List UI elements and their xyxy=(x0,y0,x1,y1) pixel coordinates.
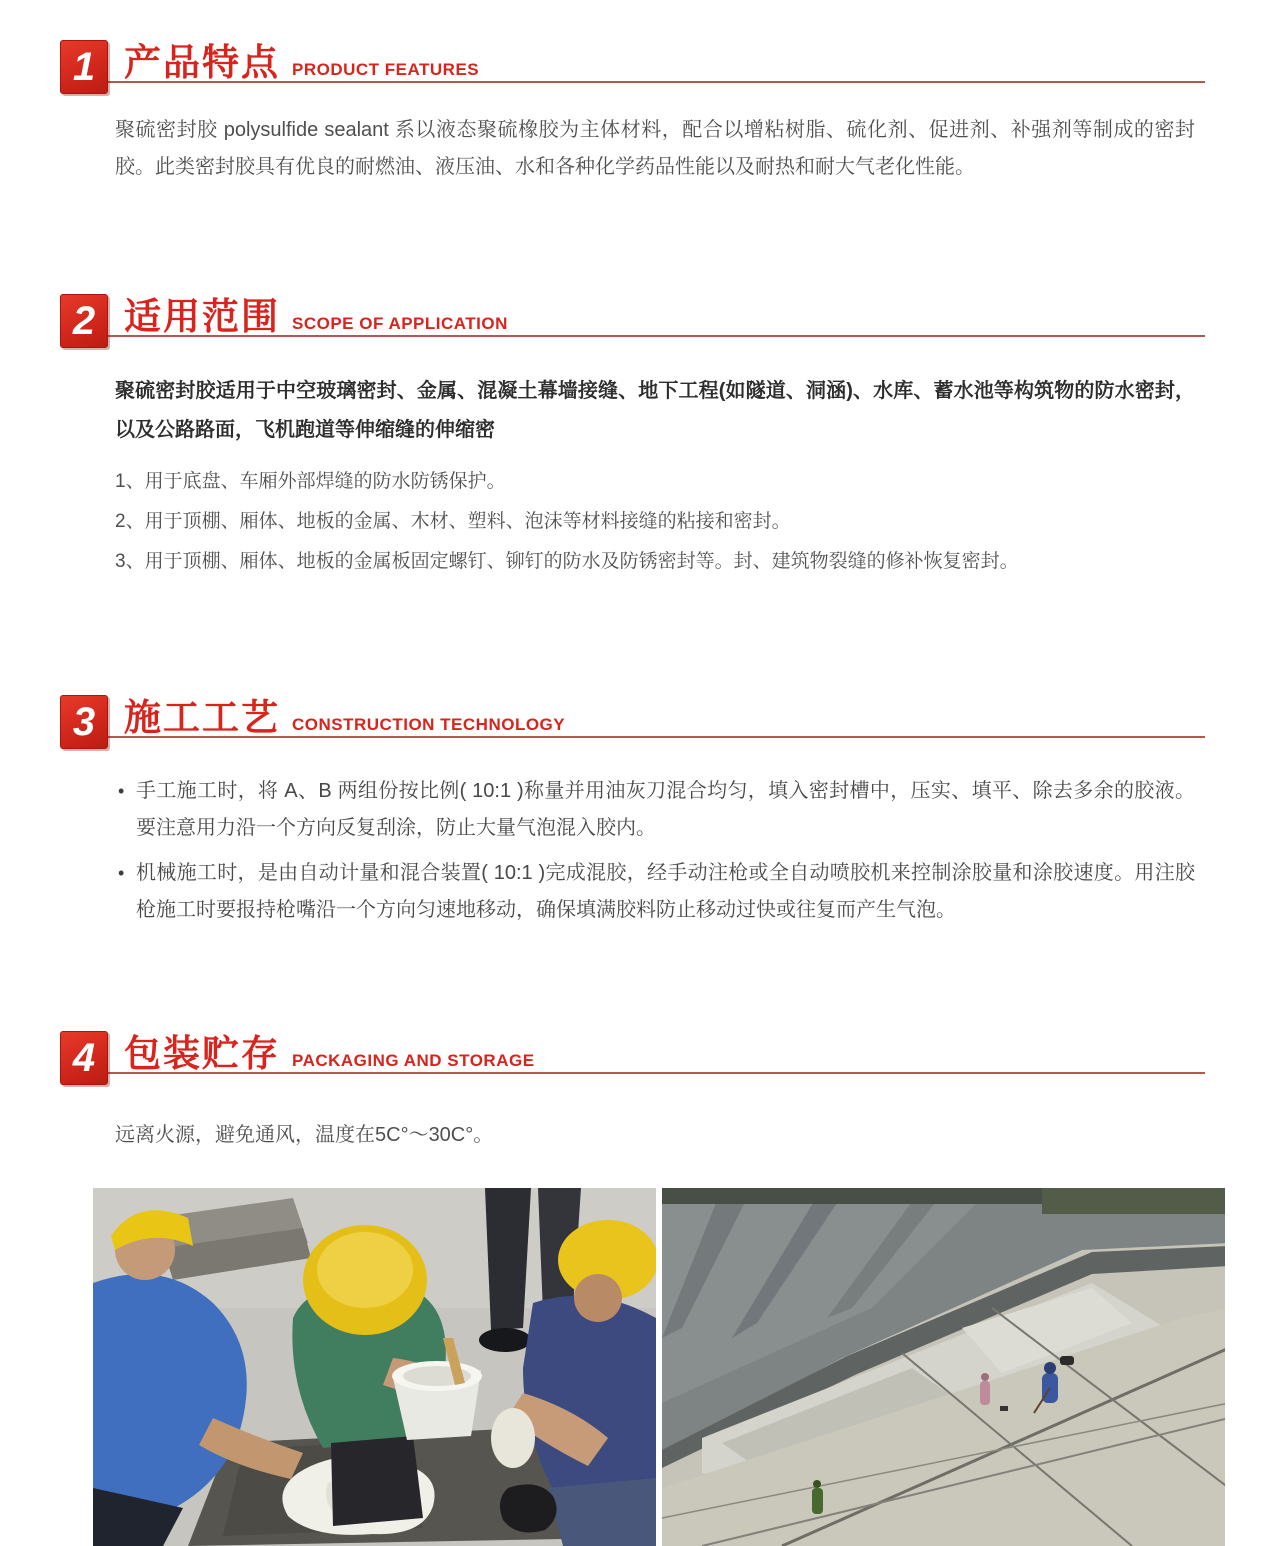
bullet-list xyxy=(118,773,1195,929)
section-number-badge: 2 xyxy=(60,294,108,348)
section-construction-technology xyxy=(0,693,1280,929)
section-title-en: SCOPE OF APPLICATION xyxy=(292,314,508,333)
section-header xyxy=(60,292,1205,348)
list-item: 3、用于顶棚、厢体、地板的金属板固定螺钉、铆钉的防水及防锈密封等。封、建筑物裂缝的修补恢复密封。 xyxy=(115,551,1019,572)
section-title-zh: 产品特点 xyxy=(124,42,280,83)
section-number-badge: 3 xyxy=(60,695,108,749)
list-item xyxy=(118,773,1195,847)
section-title-zh: 适用范围 xyxy=(124,296,280,337)
section-title-zh: 施工工艺 xyxy=(124,697,280,738)
section-paragraph: 聚硫密封胶 polysulfide sealant 系以液态聚硫橡胶为主体材料，配合以增粘树脂、硫化剂、促进剂、补强剂等制成的密封胶。此类密封胶具有优良的耐燃油、液压油、水和各种化学药品性能以及耐热和耐大气老化性能。 xyxy=(115,119,1195,178)
section-title-en: PACKAGING AND STORAGE xyxy=(292,1051,535,1070)
photo-row xyxy=(93,1188,1280,1546)
section-number-badge: 4 xyxy=(60,1031,108,1085)
section-title-en: CONSTRUCTION TECHNOLOGY xyxy=(292,715,566,734)
section-lead-paragraph: 聚硫密封胶适用于中空玻璃密封、金属、混凝土幕墙接缝、地下工程(如隧道、洞涵)、水库、蓄水池等构筑物的防水密封，以及公路路面，飞机跑道等伸缩缝的伸缩密 xyxy=(115,380,1195,441)
list-item xyxy=(118,855,1195,929)
section-header xyxy=(60,1029,1205,1085)
bullet-text: 手工施工时，将 A、B 两组份按比例( 10:1 )称量并用油灰刀混合均匀，填入密封槽中，压实、填平、除去多余的胶液。要注意用力沿一个方向反复刮涂，防止大量气泡混入胶内。 xyxy=(136,780,1195,839)
section-title-en: PRODUCT FEATURES xyxy=(292,60,480,79)
photo-concrete-slope xyxy=(662,1188,1225,1546)
section-product-features xyxy=(0,38,1280,186)
section-header xyxy=(60,693,1205,749)
bullet-dot-icon: • xyxy=(118,781,125,801)
section-number-badge: 1 xyxy=(60,40,108,94)
photo-sealant-mixing xyxy=(93,1188,656,1546)
bullet-text: 机械施工时，是由自动计量和混合装置( 10:1 )完成混胶，经手动注枪或全自动喷胶机来控制涂胶量和涂胶速度。用注胶枪施工时要报持枪嘴沿一个方向匀速地移动，确保填满胶料防止移动过快或往复而产生气泡。 xyxy=(136,862,1195,921)
section-header xyxy=(60,38,1205,94)
bullet-dot-icon: • xyxy=(118,863,125,883)
section-packaging-and-storage xyxy=(0,1029,1280,1154)
numbered-list xyxy=(115,468,1195,575)
section-scope-of-application xyxy=(0,292,1280,575)
section-title-zh: 包装贮存 xyxy=(124,1033,280,1074)
section-paragraph: 远离火源，避免通风，温度在5C°～30C°。 xyxy=(115,1124,494,1146)
list-item: 1、用于底盘、车厢外部焊缝的防水防锈保护。 xyxy=(115,471,506,492)
list-item: 2、用于顶棚、厢体、地板的金属、木材、塑料、泡沫等材料接缝的粘接和密封。 xyxy=(115,511,791,532)
